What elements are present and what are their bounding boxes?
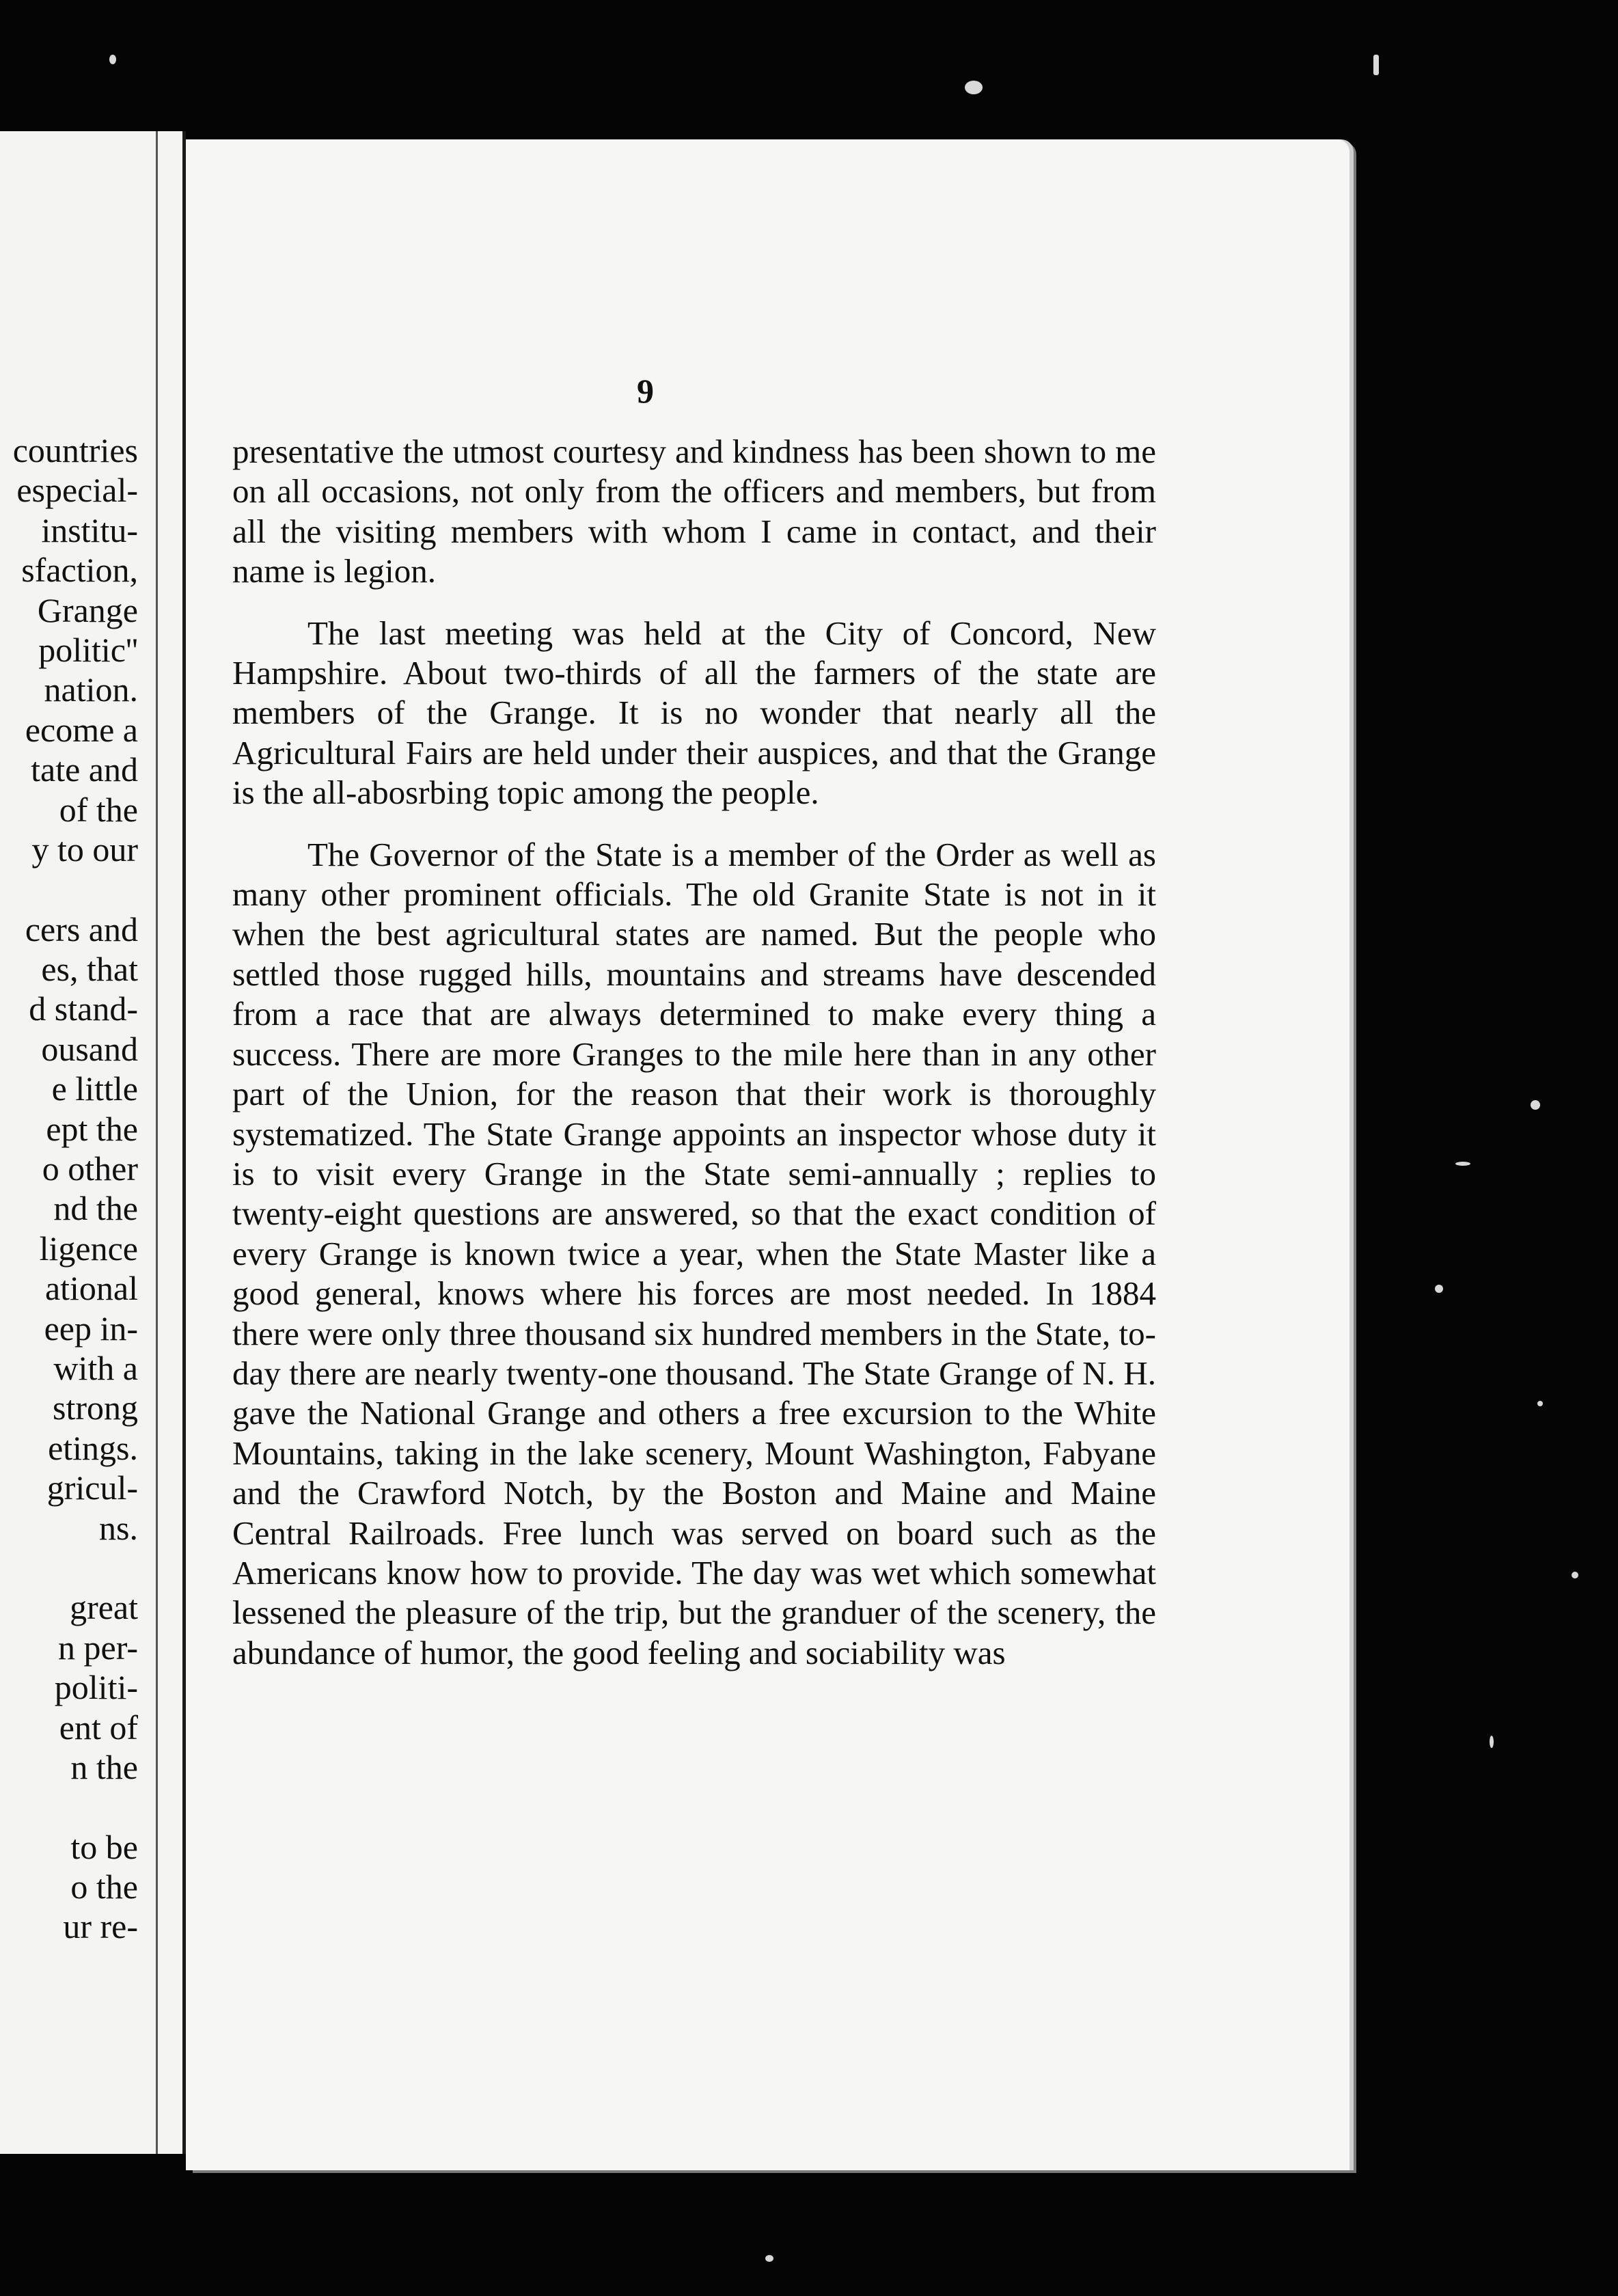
left-page-line: ligence bbox=[39, 1229, 138, 1268]
left-page-line: ational bbox=[44, 1269, 138, 1308]
left-page-line: es, that bbox=[41, 950, 138, 989]
dust-speck bbox=[1455, 1162, 1470, 1166]
left-page-line: especial- bbox=[16, 471, 138, 510]
dust-speck bbox=[1435, 1285, 1443, 1293]
left-page-line: e little bbox=[51, 1069, 138, 1108]
left-page-line: eep in- bbox=[44, 1309, 138, 1348]
left-page-line: d stand- bbox=[29, 989, 138, 1028]
paragraph: presentative the utmost courtesy and kindness has been shown to me on all occasions, not only from the officers and members, but from all the visiting members with whom I came in contact, and their name is legion. bbox=[232, 433, 1156, 590]
paragraph: The last meeting was held at the City of Concord, New Hampshire. About two-thirds of all the farmers of the state are members of the Grange. It is no wonder that nearly all the Agricultural Fairs are held under their auspices, and that the Grange is the all-abosrbing topic among the people. bbox=[232, 614, 1156, 812]
page-gutter bbox=[156, 131, 186, 2154]
left-page-line: with a bbox=[53, 1348, 138, 1387]
left-page-line bbox=[0, 869, 138, 909]
left-page-line: ns. bbox=[99, 1508, 138, 1547]
dust-speck bbox=[1537, 1401, 1543, 1406]
left-page-line: nd the bbox=[53, 1189, 138, 1228]
left-page-line: o the bbox=[70, 1868, 138, 1906]
left-page bbox=[0, 131, 186, 2154]
left-page-line: n the bbox=[70, 1747, 138, 1786]
left-page-line: politic'' bbox=[38, 630, 138, 669]
left-page-text bbox=[0, 430, 138, 1947]
left-page-line: Grange bbox=[37, 590, 138, 629]
dust-speck bbox=[965, 81, 983, 94]
left-page-line: etings. bbox=[48, 1428, 138, 1467]
left-page-line: countries bbox=[12, 431, 138, 469]
left-page-line: tate and bbox=[31, 750, 138, 789]
left-page-line: ecome a bbox=[25, 710, 138, 749]
left-page-line: great bbox=[70, 1588, 138, 1627]
dust-speck bbox=[1490, 1736, 1494, 1748]
dust-speck bbox=[1373, 55, 1379, 75]
left-page-line: politi- bbox=[54, 1668, 138, 1707]
left-page-line bbox=[0, 1787, 138, 1827]
left-page-line: ept the bbox=[46, 1109, 138, 1148]
paragraph: The Governor of the State is a member of the Order as well as many other prominent officials. The old Granite State is not in it when the best agricultural states are named. But the people who settled those rugged hills, mountains and streams have descended from a race that are always determined to make every thing a success. There are more Granges to the mile here than in any other part of the Union, for the reason that their work is thoroughly systematized. The State Grange appoints an inspector whose duty it is to visit every Grange in the State semi-annually ; replies to twenty-eight questions are answered, so that the exact condition of every Grange is known twice a year, when the State Master like a good general, knows where his forces are most needed. In 1884 there were only three thousand six hundred members in the State, to-day there are nearly twenty-one thousand. The State Grange of N. H. gave the National Grange and others a free excursion to the White Mountains, taking in the lake scenery, Mount Washington, Fabyane and the Crawford Notch, by the Boston and Maine and Maine Central Railroads. Free lunch was served on board such as the Americans know how to provide. The day was wet which somewhat lessened the pleasure of the trip, but the granduer of the scenery, the abundance of humor, the good feeling and sociability was bbox=[232, 835, 1156, 1671]
left-page-line: to be bbox=[70, 1827, 138, 1866]
left-page-line: cers and bbox=[25, 910, 138, 948]
left-page-line: ousand bbox=[41, 1029, 138, 1068]
page-body-text bbox=[232, 432, 1156, 1695]
dust-speck bbox=[109, 55, 116, 64]
left-page-line bbox=[0, 1548, 138, 1587]
left-page-line: nation. bbox=[44, 670, 138, 709]
dust-speck bbox=[1572, 1572, 1578, 1578]
left-page-line: o other bbox=[42, 1149, 138, 1188]
left-page-line: gricul- bbox=[46, 1468, 138, 1507]
dust-speck bbox=[1531, 1100, 1540, 1110]
left-page-line: institu- bbox=[41, 510, 138, 549]
page-number: 9 bbox=[637, 372, 654, 410]
left-page-line: ur re- bbox=[63, 1907, 138, 1946]
dust-speck bbox=[765, 2255, 773, 2262]
left-page-line: of the bbox=[59, 790, 138, 829]
left-page-line: y to our bbox=[31, 830, 138, 869]
left-page-line: sfaction, bbox=[21, 551, 138, 590]
left-page-line: strong bbox=[53, 1389, 138, 1427]
left-page-line: n per- bbox=[58, 1628, 138, 1667]
left-page-line: ent of bbox=[59, 1708, 138, 1747]
